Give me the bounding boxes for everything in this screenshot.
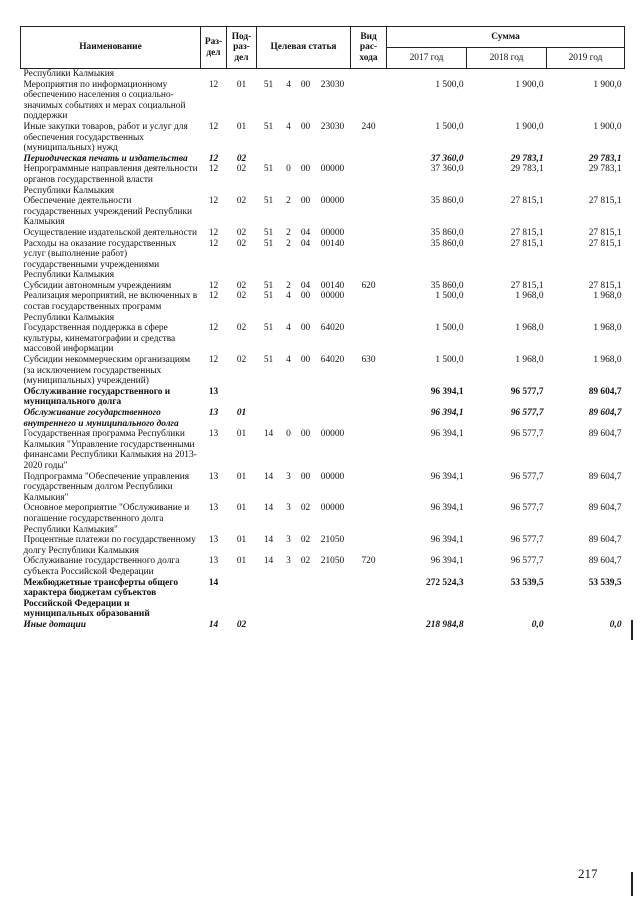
- row-target-subprogram: 3: [286, 556, 291, 567]
- row-name: Иные дотации: [23, 619, 86, 630]
- header-2019: 2019 год: [547, 48, 625, 69]
- row-expense-type: [351, 80, 387, 122]
- row-name: Непрограммные направления деятельности органов государственной власти Республики Калмыкия: [23, 164, 198, 196]
- row-expense-type: 630: [361, 355, 376, 366]
- row-target-subprogram: 4: [286, 323, 291, 334]
- row-podrazdel: 01: [236, 556, 247, 567]
- row-sum-2017: 1 500,0: [435, 79, 464, 90]
- row-podrazdel: 02: [236, 238, 247, 249]
- row-expense-type: [351, 503, 387, 535]
- row-target-subprogram: 4: [286, 291, 291, 302]
- row-sum-2017: 96 394,1: [430, 471, 464, 482]
- row-podrazdel: 02: [236, 227, 247, 238]
- row-sum-2017: [387, 69, 467, 80]
- row-target-subprogram: [281, 408, 297, 429]
- table-row: [21, 281, 625, 292]
- row-podrazdel: 02: [236, 291, 247, 302]
- row-target-direction: 00000: [320, 429, 345, 440]
- row-podrazdel: [227, 387, 257, 408]
- header-name: Наименование: [21, 27, 201, 69]
- table-body: [21, 69, 625, 631]
- row-name: Обслуживание государственного и муниципального долга: [23, 386, 171, 408]
- row-target-activity: 00: [300, 196, 311, 207]
- row-target-subprogram: [281, 69, 297, 80]
- row-target-program: 51: [263, 280, 274, 291]
- row-sum-2019: 27 815,1: [588, 280, 622, 291]
- row-target-program: 51: [263, 196, 274, 207]
- row-expense-type: [351, 620, 387, 631]
- row-target-activity: [297, 578, 315, 620]
- row-sum-2019: 89 604,7: [588, 471, 622, 482]
- row-name: Иные закупки товаров, работ и услуг для обеспечения государственных (муниципальных) нужд: [23, 121, 188, 154]
- row-podrazdel: 01: [236, 471, 247, 482]
- row-name: Обслуживание государственного внутреннего и муниципального долга: [23, 408, 179, 429]
- row-razdel: 13: [208, 429, 219, 440]
- row-sum-2018: 53 539,5: [510, 577, 544, 588]
- row-target-activity: 00: [300, 323, 311, 334]
- row-razdel: [201, 69, 227, 80]
- row-target-direction: 00000: [320, 164, 345, 175]
- row-razdel: 12: [208, 355, 219, 366]
- row-target-activity: 04: [300, 227, 311, 238]
- row-target-direction: 21050: [320, 556, 345, 567]
- row-name: Периодическая печать и издательства: [23, 153, 188, 164]
- row-target-direction: 00000: [320, 291, 345, 302]
- row-target-activity: 00: [300, 429, 311, 440]
- row-name: Государственная поддержка в сфере культуры, кинематографии и средства массовой информации: [23, 323, 176, 355]
- row-target-subprogram: 2: [286, 196, 291, 207]
- row-sum-2017: 37 360,0: [430, 153, 464, 164]
- row-sum-2018: [467, 69, 547, 80]
- row-sum-2019: [547, 69, 625, 80]
- row-target-direction: 64020: [320, 323, 345, 334]
- row-target-direction: [315, 408, 351, 429]
- row-razdel: 13: [208, 556, 219, 567]
- row-target-program: 51: [263, 121, 274, 132]
- scan-edge-mark: [631, 872, 633, 896]
- row-sum-2017: 1 500,0: [435, 291, 464, 302]
- row-target-program: [257, 408, 281, 429]
- row-sum-2019: 29 783,1: [588, 153, 622, 164]
- row-razdel: 12: [208, 227, 219, 238]
- row-razdel: 12: [208, 291, 219, 302]
- row-target-activity: 04: [300, 280, 311, 291]
- row-target-program: 14: [263, 535, 274, 546]
- row-sum-2017: 35 860,0: [430, 227, 464, 238]
- row-expense-type: 720: [361, 556, 376, 567]
- row-sum-2017: 1 500,0: [435, 355, 464, 366]
- row-target-subprogram: [281, 620, 297, 631]
- header-summa: Сумма: [387, 27, 625, 48]
- row-target-subprogram: 4: [286, 121, 291, 132]
- table-row: [21, 164, 625, 196]
- row-target-program: 51: [263, 238, 274, 249]
- row-expense-type: [351, 164, 387, 196]
- row-sum-2019: 89 604,7: [588, 408, 622, 418]
- row-target-activity: [297, 620, 315, 631]
- row-razdel: 14: [208, 619, 219, 630]
- row-expense-type: [351, 196, 387, 228]
- row-target-direction: 64020: [320, 355, 345, 366]
- row-sum-2018: 27 815,1: [510, 280, 544, 291]
- row-expense-type: [351, 154, 387, 165]
- row-sum-2018: 27 815,1: [510, 196, 544, 207]
- row-target-subprogram: 2: [286, 227, 291, 238]
- row-podrazdel: 02: [236, 196, 247, 207]
- row-razdel: 12: [208, 153, 219, 164]
- row-expense-type: [351, 535, 387, 556]
- row-sum-2018: 96 577,7: [510, 471, 544, 482]
- row-target-activity: [297, 408, 315, 429]
- row-razdel: 12: [208, 238, 219, 249]
- row-podrazdel: 02: [236, 164, 247, 175]
- row-sum-2019: 27 815,1: [588, 196, 622, 207]
- row-sum-2017: 35 860,0: [430, 280, 464, 291]
- header-razdel: Раз-дел: [201, 27, 227, 69]
- row-expense-type: 620: [361, 280, 376, 291]
- row-target-direction: 00140: [320, 280, 345, 291]
- row-razdel: 12: [208, 121, 219, 132]
- row-sum-2017: 96 394,1: [430, 503, 464, 514]
- row-razdel: 12: [208, 323, 219, 334]
- row-sum-2017: 1 500,0: [435, 121, 464, 132]
- row-sum-2019: 27 815,1: [588, 238, 622, 249]
- row-sum-2017: 35 860,0: [430, 196, 464, 207]
- row-name: Республики Калмыкия: [23, 69, 115, 79]
- row-sum-2019: 1 968,0: [593, 291, 622, 302]
- row-podrazdel: 02: [236, 323, 247, 334]
- row-sum-2018: 96 577,7: [510, 408, 544, 418]
- row-name: Субсидии некоммерческим организациям (за исключением государственных (муниципальных) учреждений): [23, 355, 191, 387]
- row-target-direction: 23030: [320, 79, 345, 90]
- budget-table-page: [20, 26, 624, 630]
- row-target-direction: 23030: [320, 121, 345, 132]
- row-expense-type: [351, 408, 387, 429]
- row-target-subprogram: [281, 578, 297, 620]
- row-sum-2019: 89 604,7: [588, 386, 622, 397]
- row-sum-2019: 1 900,0: [593, 121, 622, 132]
- table-row: [21, 578, 625, 620]
- row-sum-2019: 89 604,7: [588, 429, 622, 440]
- row-name: Обслуживание государственного долга субъекта Российской Федерации: [23, 556, 180, 577]
- row-podrazdel: 01: [236, 79, 247, 90]
- row-expense-type: [351, 387, 387, 408]
- row-target-activity: 00: [300, 471, 311, 482]
- row-target-direction: 00000: [320, 227, 345, 238]
- row-expense-type: [351, 429, 387, 471]
- row-name: Реализация мероприятий, не включенных в состав государственных программ Республики Калмыкия: [23, 291, 198, 323]
- table-row: [21, 228, 625, 239]
- row-expense-type: [351, 323, 387, 355]
- header-2017: 2017 год: [387, 48, 467, 69]
- row-podrazdel: 01: [236, 121, 247, 132]
- row-razdel: 13: [208, 408, 219, 418]
- row-name: Государственная программа Республики Калмыкия "Управление государственными финансами Республики Калмыкия на 2013-2020 годы": [23, 429, 197, 471]
- header-2018: 2018 год: [467, 48, 547, 69]
- row-sum-2017: 96 394,1: [430, 386, 464, 397]
- row-sum-2018: 96 577,7: [510, 556, 544, 567]
- row-target-direction: [315, 154, 351, 165]
- row-target-subprogram: 2: [286, 238, 291, 249]
- row-razdel: 12: [208, 280, 219, 291]
- row-sum-2018: 96 577,7: [510, 503, 544, 514]
- table-row: [21, 472, 625, 504]
- row-sum-2019: 1 968,0: [593, 323, 622, 334]
- row-sum-2019: 1 900,0: [593, 79, 622, 90]
- row-expense-type: [351, 578, 387, 620]
- row-target-subprogram: 3: [286, 535, 291, 546]
- row-target-activity: 02: [300, 556, 311, 567]
- row-sum-2017: 218 984,8: [426, 619, 464, 630]
- row-target-program: 51: [263, 164, 274, 175]
- row-expense-type: [351, 69, 387, 80]
- row-target-subprogram: 4: [286, 355, 291, 366]
- row-target-activity: [297, 69, 315, 80]
- row-podrazdel: 02: [236, 153, 247, 164]
- row-razdel: 13: [208, 535, 219, 546]
- row-sum-2018: 1 968,0: [515, 291, 544, 302]
- row-razdel: 14: [208, 577, 219, 588]
- row-sum-2018: 96 577,7: [510, 386, 544, 397]
- row-name: Подпрограмма "Обеспечение управления государственным долгом Республики Калмыкия": [23, 471, 190, 503]
- row-sum-2018: 27 815,1: [510, 238, 544, 249]
- row-target-subprogram: 0: [286, 429, 291, 440]
- row-target-activity: 00: [300, 355, 311, 366]
- row-target-program: 14: [263, 556, 274, 567]
- row-target-subprogram: 2: [286, 280, 291, 291]
- row-name: Мероприятия по информационному обеспечению населения о социально-значимых событиях и мерах социальной поддержки: [23, 79, 186, 122]
- row-sum-2019: 53 539,5: [588, 577, 622, 588]
- table-row: [21, 387, 625, 408]
- row-target-direction: [315, 620, 351, 631]
- row-podrazdel: 01: [236, 429, 247, 440]
- table-row: [21, 556, 625, 577]
- table-row: [21, 535, 625, 556]
- row-sum-2017: 96 394,1: [430, 535, 464, 546]
- row-target-direction: [315, 578, 351, 620]
- row-expense-type: [351, 228, 387, 239]
- row-sum-2019: 27 815,1: [588, 227, 622, 238]
- row-razdel: 13: [208, 503, 219, 514]
- table-row: [21, 196, 625, 228]
- row-sum-2018: 29 783,1: [510, 164, 544, 175]
- row-target-program: [257, 578, 281, 620]
- row-target-program: [257, 69, 281, 80]
- row-target-subprogram: 3: [286, 471, 291, 482]
- row-podrazdel: 01: [236, 408, 247, 418]
- row-sum-2017: 96 394,1: [430, 556, 464, 567]
- row-podrazdel: 01: [236, 535, 247, 546]
- header-podrazdel: Под-раз-дел: [227, 27, 257, 69]
- row-target-direction: 00140: [320, 238, 345, 249]
- row-sum-2018: 1 968,0: [515, 355, 544, 366]
- header-celevaya-statya: Целевая статья: [257, 27, 351, 69]
- row-sum-2019: 89 604,7: [588, 556, 622, 567]
- row-sum-2018: 29 783,1: [510, 153, 544, 164]
- row-sum-2019: 29 783,1: [588, 164, 622, 175]
- row-target-activity: [297, 387, 315, 408]
- row-target-activity: 02: [300, 535, 311, 546]
- header-vid-raskhoda: Вид рас-хода: [351, 27, 387, 69]
- scan-edge-mark: [631, 620, 633, 640]
- row-target-subprogram: [281, 154, 297, 165]
- row-sum-2018: 1 968,0: [515, 323, 544, 334]
- row-target-program: 51: [263, 323, 274, 334]
- row-target-program: 14: [263, 429, 274, 440]
- row-target-activity: 00: [300, 121, 311, 132]
- row-target-direction: [315, 69, 351, 80]
- row-target-direction: 21050: [320, 535, 345, 546]
- table-row: [21, 408, 625, 429]
- row-podrazdel: 02: [236, 280, 247, 291]
- row-sum-2018: 1 900,0: [515, 79, 544, 90]
- row-target-program: [257, 620, 281, 631]
- row-target-program: [257, 154, 281, 165]
- row-expense-type: [351, 291, 387, 323]
- row-sum-2018: 96 577,7: [510, 535, 544, 546]
- page-number: 217: [578, 866, 598, 881]
- row-sum-2018: 1 900,0: [515, 121, 544, 132]
- table-row: [21, 291, 625, 323]
- row-target-activity: 00: [300, 79, 311, 90]
- row-target-program: 14: [263, 471, 274, 482]
- row-podrazdel: [227, 578, 257, 620]
- row-target-subprogram: 4: [286, 79, 291, 90]
- row-sum-2018: 96 577,7: [510, 429, 544, 440]
- row-target-activity: 02: [300, 503, 311, 514]
- table-row: [21, 80, 625, 122]
- row-expense-type: [351, 239, 387, 281]
- row-sum-2017: 37 360,0: [430, 164, 464, 175]
- table-row: [21, 154, 625, 165]
- row-podrazdel: 01: [236, 503, 247, 514]
- row-target-program: 51: [263, 79, 274, 90]
- row-target-activity: 00: [300, 291, 311, 302]
- row-sum-2019: 89 604,7: [588, 535, 622, 546]
- table-row: [21, 429, 625, 471]
- row-sum-2019: 1 968,0: [593, 355, 622, 366]
- row-sum-2017: 96 394,1: [430, 429, 464, 440]
- row-name: Процентные платежи по государственному долгу Республики Калмыкия: [23, 535, 196, 556]
- row-target-direction: [315, 387, 351, 408]
- row-sum-2019: 89 604,7: [588, 503, 622, 514]
- row-expense-type: 240: [361, 121, 376, 132]
- row-target-activity: 00: [300, 164, 311, 175]
- row-sum-2018: 0,0: [531, 619, 544, 630]
- table-row: [21, 620, 625, 631]
- row-expense-type: [351, 472, 387, 504]
- row-target-direction: 00000: [320, 196, 345, 207]
- row-sum-2018: 27 815,1: [510, 227, 544, 238]
- row-sum-2019: 0,0: [609, 619, 622, 630]
- row-razdel: 13: [208, 471, 219, 482]
- row-target-direction: 00000: [320, 471, 345, 482]
- row-target-program: 14: [263, 503, 274, 514]
- row-name: Основное мероприятие "Обслуживание и погашение государственного долга Республики Калмыкия": [23, 503, 190, 535]
- budget-table: [20, 26, 625, 630]
- row-target-program: [257, 387, 281, 408]
- row-target-program: 51: [263, 355, 274, 366]
- row-razdel: 12: [208, 196, 219, 207]
- row-name: Субсидии автономным учреждениям: [23, 280, 172, 291]
- table-row: [21, 323, 625, 355]
- row-target-activity: 04: [300, 238, 311, 249]
- table-row: [21, 503, 625, 535]
- row-target-subprogram: 3: [286, 503, 291, 514]
- row-target-direction: 00000: [320, 503, 345, 514]
- row-sum-2017: 96 394,1: [430, 408, 464, 418]
- row-sum-2017: 1 500,0: [435, 323, 464, 334]
- row-name: Межбюджетные трансферты общего характера бюджетам субъектов Российской Федерации и муниципальных образований: [23, 577, 179, 620]
- row-podrazdel: [227, 69, 257, 80]
- row-name: Расходы на оказание государственных услуг (выполнение работ) государственными учреждениями Республики Калмыкия: [23, 238, 177, 281]
- table-row: [21, 69, 625, 80]
- row-razdel: 12: [208, 164, 219, 175]
- row-podrazdel: 02: [236, 355, 247, 366]
- row-target-activity: [297, 154, 315, 165]
- row-podrazdel: 02: [236, 619, 247, 630]
- row-sum-2017: 272 524,3: [426, 577, 464, 588]
- row-sum-2017: 35 860,0: [430, 238, 464, 249]
- table-row: [21, 239, 625, 281]
- table-row: [21, 355, 625, 387]
- row-target-program: 51: [263, 227, 274, 238]
- table-row: [21, 122, 625, 154]
- row-razdel: 12: [208, 79, 219, 90]
- row-target-subprogram: 0: [286, 164, 291, 175]
- row-razdel: 13: [208, 386, 219, 397]
- row-name: Обеспечение деятельности государственных учреждений Республики Калмыкия: [23, 196, 193, 228]
- row-target-program: 51: [263, 291, 274, 302]
- row-target-subprogram: [281, 387, 297, 408]
- row-name: Осуществление издательской деятельности: [23, 227, 197, 238]
